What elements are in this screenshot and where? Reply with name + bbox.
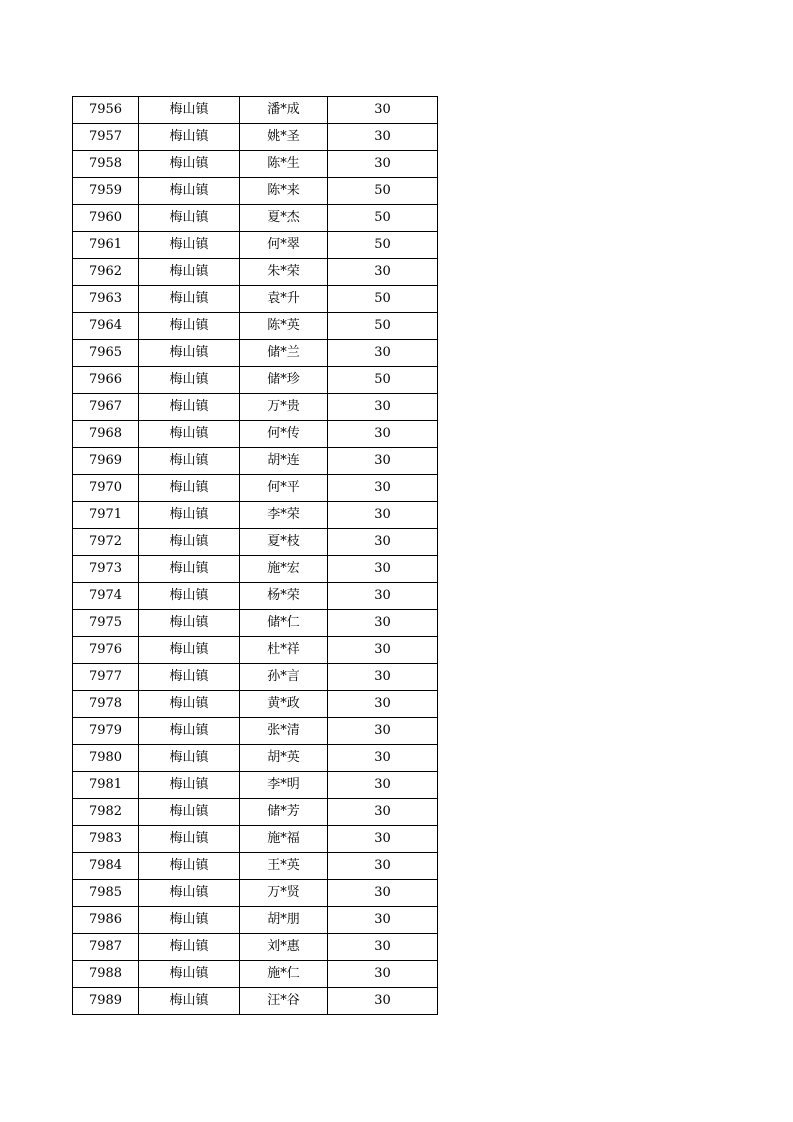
cell-town: 梅山镇 — [139, 313, 240, 340]
cell-person-name: 刘*惠 — [240, 934, 328, 961]
cell-person-name: 万*贵 — [240, 394, 328, 421]
table-row — [73, 529, 438, 556]
cell-serial-number: 7958 — [73, 151, 139, 178]
cell-amount: 50 — [328, 178, 438, 205]
table-row — [73, 313, 438, 340]
cell-serial-number: 7961 — [73, 232, 139, 259]
cell-amount: 30 — [328, 259, 438, 286]
cell-amount: 30 — [328, 583, 438, 610]
cell-amount: 50 — [328, 313, 438, 340]
cell-town: 梅山镇 — [139, 988, 240, 1015]
cell-amount: 30 — [328, 529, 438, 556]
table-row — [73, 178, 438, 205]
cell-serial-number: 7988 — [73, 961, 139, 988]
cell-person-name: 李*明 — [240, 772, 328, 799]
cell-amount: 30 — [328, 691, 438, 718]
cell-amount: 30 — [328, 151, 438, 178]
table-row — [73, 475, 438, 502]
cell-amount: 30 — [328, 745, 438, 772]
cell-person-name: 储*兰 — [240, 340, 328, 367]
cell-person-name: 李*荣 — [240, 502, 328, 529]
cell-town: 梅山镇 — [139, 637, 240, 664]
cell-town: 梅山镇 — [139, 286, 240, 313]
cell-serial-number: 7962 — [73, 259, 139, 286]
cell-town: 梅山镇 — [139, 259, 240, 286]
cell-person-name: 黄*政 — [240, 691, 328, 718]
table-row — [73, 556, 438, 583]
table-row — [73, 205, 438, 232]
table-row — [73, 853, 438, 880]
cell-person-name: 夏*枝 — [240, 529, 328, 556]
cell-town: 梅山镇 — [139, 556, 240, 583]
cell-serial-number: 7978 — [73, 691, 139, 718]
table-row — [73, 232, 438, 259]
cell-person-name: 何*翠 — [240, 232, 328, 259]
cell-town: 梅山镇 — [139, 475, 240, 502]
cell-serial-number: 7965 — [73, 340, 139, 367]
cell-person-name: 王*英 — [240, 853, 328, 880]
cell-serial-number: 7980 — [73, 745, 139, 772]
cell-town: 梅山镇 — [139, 691, 240, 718]
cell-town: 梅山镇 — [139, 583, 240, 610]
cell-town: 梅山镇 — [139, 799, 240, 826]
cell-person-name: 施*宏 — [240, 556, 328, 583]
cell-person-name: 储*仁 — [240, 610, 328, 637]
cell-town: 梅山镇 — [139, 367, 240, 394]
cell-amount: 30 — [328, 475, 438, 502]
cell-amount: 30 — [328, 97, 438, 124]
cell-serial-number: 7964 — [73, 313, 139, 340]
table-row — [73, 151, 438, 178]
cell-town: 梅山镇 — [139, 610, 240, 637]
table-row — [73, 637, 438, 664]
cell-serial-number: 7976 — [73, 637, 139, 664]
cell-town: 梅山镇 — [139, 205, 240, 232]
table-row — [73, 124, 438, 151]
cell-serial-number: 7967 — [73, 394, 139, 421]
cell-amount: 30 — [328, 826, 438, 853]
cell-serial-number: 7983 — [73, 826, 139, 853]
table-row — [73, 691, 438, 718]
cell-person-name: 施*福 — [240, 826, 328, 853]
cell-person-name: 何*传 — [240, 421, 328, 448]
cell-serial-number: 7985 — [73, 880, 139, 907]
cell-serial-number: 7989 — [73, 988, 139, 1015]
cell-person-name: 陈*生 — [240, 151, 328, 178]
cell-amount: 30 — [328, 988, 438, 1015]
cell-amount: 30 — [328, 340, 438, 367]
table-row — [73, 610, 438, 637]
cell-town: 梅山镇 — [139, 745, 240, 772]
cell-person-name: 何*平 — [240, 475, 328, 502]
table-row — [73, 934, 438, 961]
cell-town: 梅山镇 — [139, 880, 240, 907]
cell-serial-number: 7979 — [73, 718, 139, 745]
cell-person-name: 储*芳 — [240, 799, 328, 826]
cell-town: 梅山镇 — [139, 421, 240, 448]
cell-amount: 50 — [328, 286, 438, 313]
cell-town: 梅山镇 — [139, 97, 240, 124]
cell-serial-number: 7974 — [73, 583, 139, 610]
cell-person-name: 胡*英 — [240, 745, 328, 772]
cell-person-name: 施*仁 — [240, 961, 328, 988]
cell-serial-number: 7975 — [73, 610, 139, 637]
cell-town: 梅山镇 — [139, 178, 240, 205]
cell-amount: 30 — [328, 772, 438, 799]
table-row — [73, 340, 438, 367]
table-row — [73, 97, 438, 124]
cell-serial-number: 7977 — [73, 664, 139, 691]
cell-town: 梅山镇 — [139, 664, 240, 691]
cell-town: 梅山镇 — [139, 772, 240, 799]
cell-amount: 30 — [328, 799, 438, 826]
cell-town: 梅山镇 — [139, 961, 240, 988]
cell-town: 梅山镇 — [139, 151, 240, 178]
cell-town: 梅山镇 — [139, 232, 240, 259]
cell-serial-number: 7966 — [73, 367, 139, 394]
table-row — [73, 907, 438, 934]
cell-person-name: 陈*英 — [240, 313, 328, 340]
cell-amount: 30 — [328, 394, 438, 421]
table-row — [73, 772, 438, 799]
cell-amount: 30 — [328, 610, 438, 637]
cell-amount: 30 — [328, 961, 438, 988]
table-row — [73, 502, 438, 529]
cell-person-name: 潘*成 — [240, 97, 328, 124]
cell-serial-number: 7956 — [73, 97, 139, 124]
cell-town: 梅山镇 — [139, 529, 240, 556]
cell-person-name: 张*清 — [240, 718, 328, 745]
cell-serial-number: 7960 — [73, 205, 139, 232]
cell-person-name: 姚*圣 — [240, 124, 328, 151]
cell-person-name: 陈*来 — [240, 178, 328, 205]
cell-serial-number: 7981 — [73, 772, 139, 799]
cell-serial-number: 7986 — [73, 907, 139, 934]
table-row — [73, 880, 438, 907]
cell-serial-number: 7987 — [73, 934, 139, 961]
cell-person-name: 万*贤 — [240, 880, 328, 907]
cell-town: 梅山镇 — [139, 907, 240, 934]
cell-amount: 30 — [328, 934, 438, 961]
table-row — [73, 421, 438, 448]
cell-amount: 30 — [328, 718, 438, 745]
cell-person-name: 杜*祥 — [240, 637, 328, 664]
cell-town: 梅山镇 — [139, 718, 240, 745]
cell-amount: 50 — [328, 232, 438, 259]
data-table — [72, 96, 438, 1015]
cell-serial-number: 7959 — [73, 178, 139, 205]
cell-amount: 50 — [328, 205, 438, 232]
cell-amount: 30 — [328, 421, 438, 448]
cell-serial-number: 7957 — [73, 124, 139, 151]
cell-serial-number: 7972 — [73, 529, 139, 556]
cell-person-name: 朱*荣 — [240, 259, 328, 286]
table-row — [73, 799, 438, 826]
cell-serial-number: 7968 — [73, 421, 139, 448]
cell-town: 梅山镇 — [139, 934, 240, 961]
cell-town: 梅山镇 — [139, 502, 240, 529]
table-row — [73, 259, 438, 286]
table-row — [73, 367, 438, 394]
cell-amount: 30 — [328, 880, 438, 907]
cell-amount: 30 — [328, 124, 438, 151]
cell-serial-number: 7984 — [73, 853, 139, 880]
table-row — [73, 286, 438, 313]
cell-town: 梅山镇 — [139, 826, 240, 853]
table-body — [73, 97, 438, 1015]
cell-town: 梅山镇 — [139, 853, 240, 880]
table-row — [73, 718, 438, 745]
cell-town: 梅山镇 — [139, 124, 240, 151]
cell-serial-number: 7969 — [73, 448, 139, 475]
cell-person-name: 孙*言 — [240, 664, 328, 691]
table-row — [73, 664, 438, 691]
cell-person-name: 袁*升 — [240, 286, 328, 313]
cell-amount: 50 — [328, 367, 438, 394]
cell-person-name: 夏*杰 — [240, 205, 328, 232]
cell-person-name: 储*珍 — [240, 367, 328, 394]
cell-amount: 30 — [328, 637, 438, 664]
cell-serial-number: 7971 — [73, 502, 139, 529]
cell-town: 梅山镇 — [139, 340, 240, 367]
table-row — [73, 826, 438, 853]
cell-person-name: 汪*谷 — [240, 988, 328, 1015]
cell-amount: 30 — [328, 448, 438, 475]
table-row — [73, 448, 438, 475]
cell-town: 梅山镇 — [139, 394, 240, 421]
cell-amount: 30 — [328, 853, 438, 880]
cell-amount: 30 — [328, 556, 438, 583]
table-row — [73, 988, 438, 1015]
cell-serial-number: 7973 — [73, 556, 139, 583]
table-row — [73, 961, 438, 988]
cell-person-name: 胡*连 — [240, 448, 328, 475]
cell-town: 梅山镇 — [139, 448, 240, 475]
cell-serial-number: 7963 — [73, 286, 139, 313]
cell-amount: 30 — [328, 502, 438, 529]
table-row — [73, 583, 438, 610]
cell-serial-number: 7970 — [73, 475, 139, 502]
cell-person-name: 杨*荣 — [240, 583, 328, 610]
cell-amount: 30 — [328, 907, 438, 934]
table-row — [73, 394, 438, 421]
cell-amount: 30 — [328, 664, 438, 691]
cell-serial-number: 7982 — [73, 799, 139, 826]
table-row — [73, 745, 438, 772]
cell-person-name: 胡*朋 — [240, 907, 328, 934]
